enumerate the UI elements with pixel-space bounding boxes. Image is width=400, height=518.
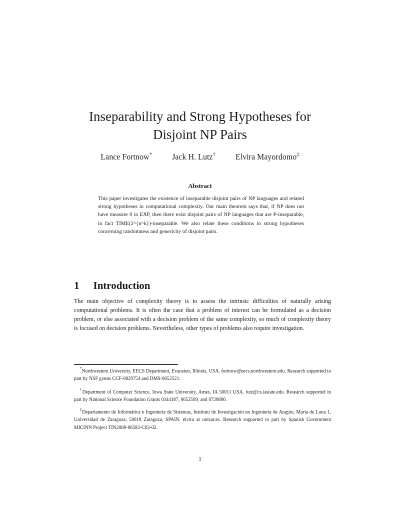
footnote-text: Department of Computer Science, Iowa State University, Ames, IA 50011 USA. lutz@cs.iastate.edu. Research supported in part by National Science Foundation Grants 0344187, 0652569, and 0728806. bbox=[74, 390, 332, 403]
author-footnote-mark: † bbox=[212, 152, 216, 158]
title-line-2: Disjoint NP Pairs bbox=[152, 127, 247, 142]
footnote bbox=[74, 407, 331, 432]
section-heading bbox=[74, 281, 150, 292]
author bbox=[172, 152, 215, 162]
author-list bbox=[60, 152, 340, 162]
footnote bbox=[74, 387, 331, 405]
section-number: 1 bbox=[74, 281, 80, 292]
title-line-1: Inseparability and Strong Hypotheses for bbox=[89, 109, 311, 124]
footnote-mark: * bbox=[80, 367, 82, 371]
footnote-mark: † bbox=[80, 387, 83, 392]
page-number: 1 bbox=[198, 457, 202, 463]
author-name: Elvira Mayordomo bbox=[235, 152, 297, 162]
author-name: Lance Fortnow bbox=[100, 152, 150, 162]
footnote-divider bbox=[74, 364, 178, 365]
footnotes bbox=[74, 366, 331, 435]
author bbox=[235, 152, 299, 162]
author-footnote-mark: * bbox=[149, 152, 153, 158]
section-title: Introduction bbox=[93, 281, 151, 292]
author-name: Jack H. Lutz bbox=[172, 152, 213, 162]
footnote-mark: ‡ bbox=[80, 408, 83, 413]
author-footnote-mark: ‡ bbox=[296, 152, 300, 158]
intro-paragraph: The main objective of complexity theory is to assess the intrinsic difficulties of naturally arising computational problems. It is often the case that a problem of interest can be formulated as a decision problem, or else associated with a decision problem of the same complexity, so much of complexity theory is focused on decision problems. Nevertheless, other types of problems also require investigation. bbox=[74, 299, 331, 333]
footnote bbox=[74, 366, 331, 384]
author bbox=[101, 152, 152, 162]
abstract-heading: Abstract bbox=[188, 183, 212, 190]
intro-body bbox=[74, 298, 331, 334]
footnote-text: Departamento de Informática e Ingeniería de Sistemas, Instituto de Investigación en Ingeniería de Aragón, María de Luna 1, Universidad de Zaragoza, 50018 Zaragoza, SPAIN. elvira at unizar.es. Research supported in part by Spanish Government MICINN Project TIN2008-06582-C03-02. bbox=[74, 410, 331, 431]
footnote-text: Northwestern University, EECS Department, Evanston, Illinois, USA. fortnow@eecs.northwestern.edu. Research supported in part by NSF grants CCF-0829754 and DMS-0652521. bbox=[74, 369, 331, 383]
abstract-text: This paper investigates the existence of inseparable disjoint pairs of NP languages and related strong hypotheses in computational complexity. Our main theorem says that, if NP does not have measure 0 in EXP, then there exist disjoint pairs of NP languages that are P-inseparable, in fact TIME(2^{n^k})-inseparable. We also relate these conditions to strong hypotheses concerning randomness and genericity of disjoint pairs. bbox=[98, 196, 304, 235]
paper-title bbox=[70, 108, 330, 144]
